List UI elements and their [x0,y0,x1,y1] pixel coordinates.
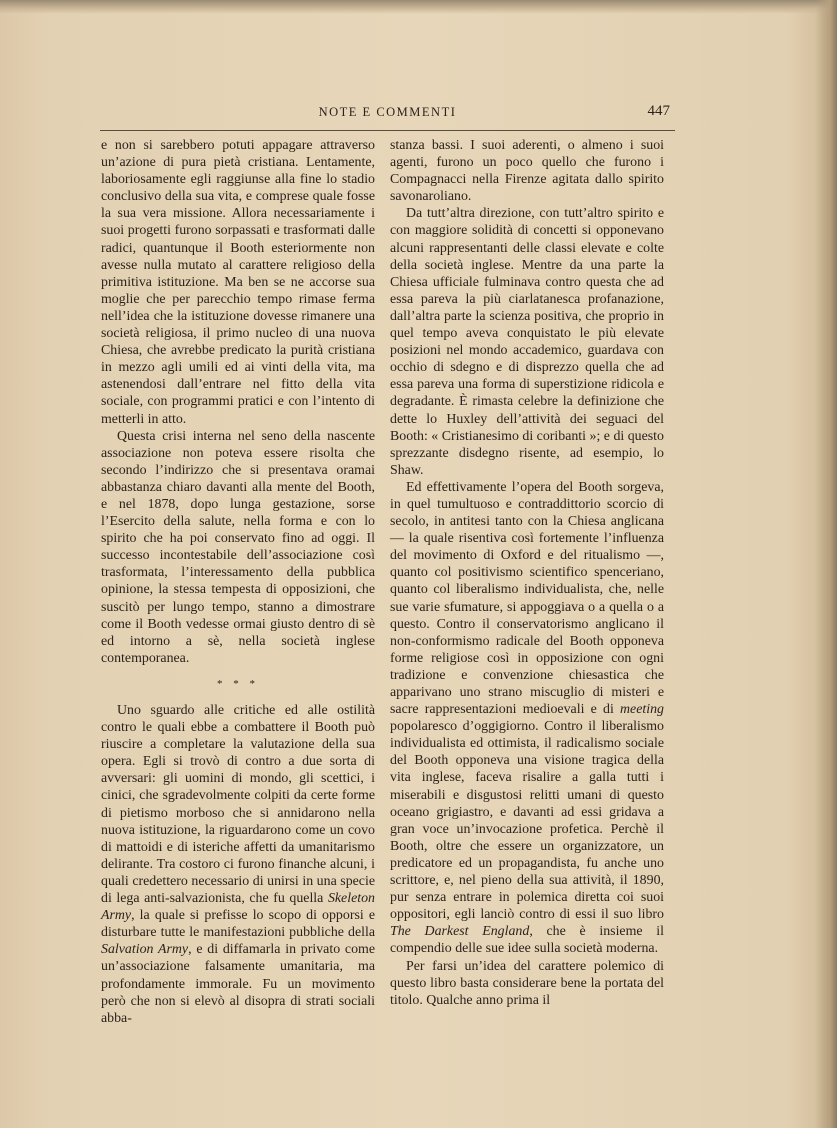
text-run: popolaresco d’oggigiorno. Contro il liberalismo individualista ed ottimista, il radicalismo sociale del Booth opponeva una visione tragica della vita inglese, faceva risalire a galla tutti i miserabili e disgustosi relitti umani di questo oceano grigiastro, e davanti ad essi gridava a gran voce un’invocazione profetica. Perchè il Booth, oltre che essere un organizzatore, un predicatore ed un propagandista, fu anche uno scrittore, e, nel pieno della sua attività, il 1890, pur senza entrare in polemica diretta coi suoi oppositori, egli lanciò contro di essi il suo libro [390,719,664,923]
page-number: 447 [647,103,670,119]
italic-term: Skeleton Army [101,891,375,924]
text-run: , che è insieme il compendio delle sue idee sulla società moderna. [390,924,664,957]
italic-term: Salvation Army [101,942,189,958]
italic-term: The Darkest England [390,924,530,940]
header-rule [100,130,675,131]
paragraph: stanza bassi. I suoi aderenti, o almeno i suoi agenti, furono un poco quello che furono i Compagnacci nella Firenze agitata dallo spirito savonaroliano. [390,138,664,205]
right-column [390,137,664,1009]
paragraph: Questa crisi interna nel seno della nascente associazione non poteva essere risolta che secondo l’indirizzo che si presentava oramai abbastanza chiaro davanti alla mente del Booth, e nel 1878, dopo lunga gestazione, sorse l’Esercito della salute, nella forma e con lo spirito che ha poi conservato fino ad oggi. Il successo incontestabile dell’associazione così trasformata, l’interessamento della pubblica opinione, la stessa tempesta di opposizioni, che suscitò per lungo tempo, stanno a dimostrare come il Booth vedesse ormai giusto dentro di sè ed intorno a sè, nella società inglese contemporanea. [101,428,375,666]
text-run: Uno sguardo alle critiche ed alle ostilità contro le quali ebbe a combattere il Booth può riuscire a completare la valutazione della sua opera. Egli si trovò di contro a due sorta di avversari: gli uomini di mondo, gli scettici, i cinici, che sgradevolmente colpiti da certe forme di pietismo morboso che si annidarono nella nuova istituzione, la riguardarono come un covo di mattoidi e di isteriche affetti da umanitarismo delirante. Tra costoro ci furono finanche alcuni, i quali credettero necessario di unirsi in una specie di lega anti-salvazionista, che fu quella [101,703,375,907]
paragraph: e non si sarebbero potuti appagare attraverso un’azione di pura pietà cristiana. Lentamente, laboriosamente egli raggiunse alla fine lo stadio conclusivo della sua vita, e comprese quale fosse la sua vera missione. Allora necessariamente i suoi progetti furono sorpassati e trasformati dalle radici, quantunque il Booth esteriormente non avesse nulla mutato al carattere religioso della primitiva istituzione. Ma ben se ne accorse sua moglie che per parecchio tempo rimase ferma nell’idea che la istituzione dovesse rimanere una società religiosa, il primo nucleo di una nuova Chiesa, che avrebbe predicato la purità cristiana in mezzo agli umili ed ai vinti della vita, ma astenendosi dall’entrare nel fitto della vita sociale, con programmi pratici e con l’intento di metterli in atto. [101,138,375,427]
text-run: , la quale si prefisse lo scopo di opporsi e disturbare tutte le manifestazioni pubbliche della [101,908,375,941]
text-run: , e di diffamarla in privato come un’associazione falsamente umanitaria, ma profondamente immorale. Fu un movimento però che non si elevò al disopra di strati sociali abba- [101,942,376,1026]
paragraph [101,702,375,1027]
section-divider: * * * [217,677,259,690]
left-column [101,137,375,1027]
text-run: Ed effettivamente l’opera del Booth sorgeva, in quel tumultuoso e contraddittorio scorcio di secolo, in antitesi tanto con la Chiesa anglicana — la quale risentiva così fortemente l’influenza del movimento di Oxford e del ritualismo —, quanto col positivismo scientifico spenceriano, quanto col liberalismo individualista, che, nelle sue varie sfumature, si appoggiava o a quella o a questo. Contro il conservatorismo anglicano il non-conformismo radicale del Booth opponeva forme religiose così in opposizione con ogni tradizione e convenzione chiesastica che apparivano uno strano miscuglio di misteri e sacre rappresentazioni medioevali e di [390,479,664,718]
italic-term: meeting [620,702,664,718]
running-title: NOTE E COMMENTI [318,105,457,119]
page-header [100,103,675,125]
paragraph: Da tutt’altra direzione, con tutt’altro spirito e con maggiore solidità di concetti si opponevano alcuni rappresentanti delle classi elevate e colte della società inglese. Mentre da una parte la Chiesa ufficiale fulminava contro questa che ad essa pareva la più ciarlatanesca profanazione, dall’altra parte la scienza positiva, che proprio in quel tempo aveva conquistato le più elevate posizioni nel mondo accademico, guardava con occhio di sdegno e di disprezzo quella che ad essa pareva una forma di superstizione ridicola e degradante. È rimasta celebre la definizione che dette lo Huxley dell’attività dei seguaci del Booth: « Cristianesimo di coribanti »; e di questo sprezzante disdegno risente, ad esempio, lo Shaw. [390,206,664,478]
paragraph: Per farsi un’idea del carattere polemico di questo libro basta considerare bene la portata del titolo. Qualche anno prima il [390,958,664,1008]
paragraph [390,479,664,958]
